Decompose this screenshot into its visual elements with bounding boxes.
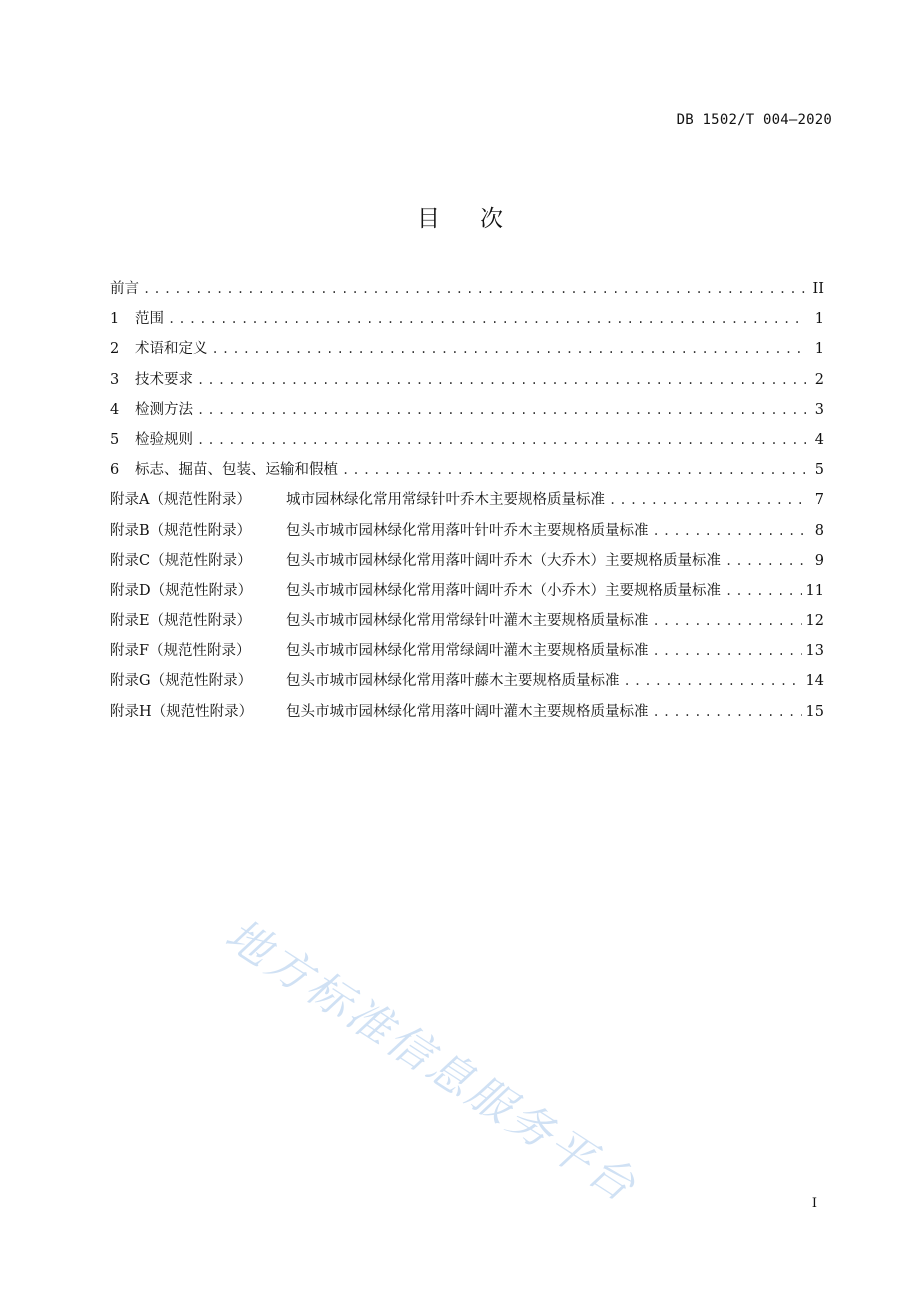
toc-entry-number: 6 [110,462,120,479]
toc-entry-text: 检验规则 [135,431,193,448]
toc-entry-text: 检测方法 [135,401,193,418]
toc-annex-label: 附录C（规范性附录） [110,552,252,569]
toc-entry-text: 包头市城市园林绿化常用落叶藤木主要规格质量标准 [286,673,620,690]
page-title-char-1: 目 [417,206,440,232]
toc-page-number: 15 [805,703,824,720]
toc-page-number: 8 [814,522,824,539]
document-code: DB 1502/T 004—2020 [676,112,832,128]
toc-entry-number: 2 [110,341,120,358]
toc-entry-annex-c[interactable] [110,548,824,578]
page-title-char-2: 次 [480,206,503,232]
toc-page-number: 9 [814,552,824,569]
toc-annex-label: 附录A（规范性附录） [110,492,251,509]
toc-entry-number: 3 [110,371,120,388]
toc-dot-leader [725,548,806,574]
toc-entry-text: 术语和定义 [135,341,208,358]
watermark: 地方标准信息服务平台 [216,909,647,1214]
toc-dot-leader [653,518,807,544]
toc-dot-leader [653,608,802,634]
toc-dot-leader [212,336,807,362]
toc-page-number: 3 [814,401,824,418]
toc-page-number: II [812,281,824,297]
toc-entry-text: 包头市城市园林绿化常用常绿阔叶灌木主要规格质量标准 [286,643,649,660]
toc-annex-label: 附录B（规范性附录） [110,522,252,539]
toc-entry-number: 5 [110,431,120,448]
toc-entry-number: 1 [110,311,120,328]
toc-dot-leader [197,397,806,423]
toc-entry-text: 包头市城市园林绿化常用落叶针叶乔木主要规格质量标准 [286,522,649,539]
toc-entry-text: 包头市城市园林绿化常用落叶阔叶乔木（大乔木）主要规格质量标准 [286,552,721,569]
toc-annex-label: 附录F（规范性附录） [110,643,251,660]
toc-entry-text: 标志、掘苗、包装、运输和假植 [135,462,338,479]
toc-annex-label: 附录D（规范性附录） [110,582,253,599]
toc-entry-text: 包头市城市园林绿化常用落叶阔叶灌木主要规格质量标准 [286,703,649,720]
toc-entry-annex-d[interactable] [110,578,824,608]
footer-page-number: I [811,1196,817,1211]
toc-page-number: 1 [814,311,824,328]
toc-page-number: 14 [805,673,824,690]
page-title [0,200,920,233]
table-of-contents [110,276,824,729]
toc-page-number: 4 [814,431,824,448]
toc-dot-leader [653,699,802,725]
toc-dot-leader [342,457,806,483]
toc-entry-annex-e[interactable] [110,608,824,638]
toc-entry-annex-h[interactable] [110,699,824,729]
toc-page-number: 11 [805,582,824,599]
toc-dot-leader [609,487,806,513]
toc-entry-text: 包头市城市园林绿化常用常绿针叶灌木主要规格质量标准 [286,613,649,630]
toc-entry-text: 包头市城市园林绿化常用落叶阔叶乔木（小乔木）主要规格质量标准 [286,582,721,599]
toc-dot-leader [653,638,802,664]
toc-page-number: 12 [805,613,824,630]
toc-entry-annex-a[interactable] [110,487,824,517]
toc-annex-label: 附录E（规范性附录） [110,613,252,630]
toc-annex-label: 附录G（规范性附录） [110,673,253,690]
toc-entry-marking-packaging[interactable] [110,457,824,487]
toc-dot-leader [725,578,802,604]
toc-entry-foreword[interactable] [110,276,824,306]
toc-page-number: 2 [814,371,824,388]
toc-entry-text: 前言 [110,281,139,297]
toc-entry-test-methods[interactable] [110,397,824,427]
toc-entry-annex-b[interactable] [110,518,824,548]
toc-entry-annex-f[interactable] [110,638,824,668]
toc-dot-leader [624,668,802,694]
toc-entry-inspection-rules[interactable] [110,427,824,457]
toc-page-number: 5 [814,462,824,479]
toc-annex-label: 附录H（规范性附录） [110,703,254,720]
toc-entry-scope[interactable] [110,306,824,336]
toc-page-number: 1 [814,341,824,358]
toc-entry-text: 城市园林绿化常用常绿针叶乔木主要规格质量标准 [286,492,605,509]
toc-page-number: 13 [805,643,824,660]
toc-entry-terms[interactable] [110,336,824,366]
toc-page-number: 7 [814,492,824,509]
toc-entry-number: 4 [110,401,120,418]
toc-dot-leader [197,367,806,393]
toc-dot-leader [197,427,806,453]
toc-dot-leader [143,276,806,302]
toc-entry-text: 范围 [135,311,164,328]
toc-entry-text: 技术要求 [135,371,193,388]
toc-entry-annex-g[interactable] [110,668,824,698]
toc-dot-leader [168,306,806,332]
toc-entry-technical-requirements[interactable] [110,367,824,397]
